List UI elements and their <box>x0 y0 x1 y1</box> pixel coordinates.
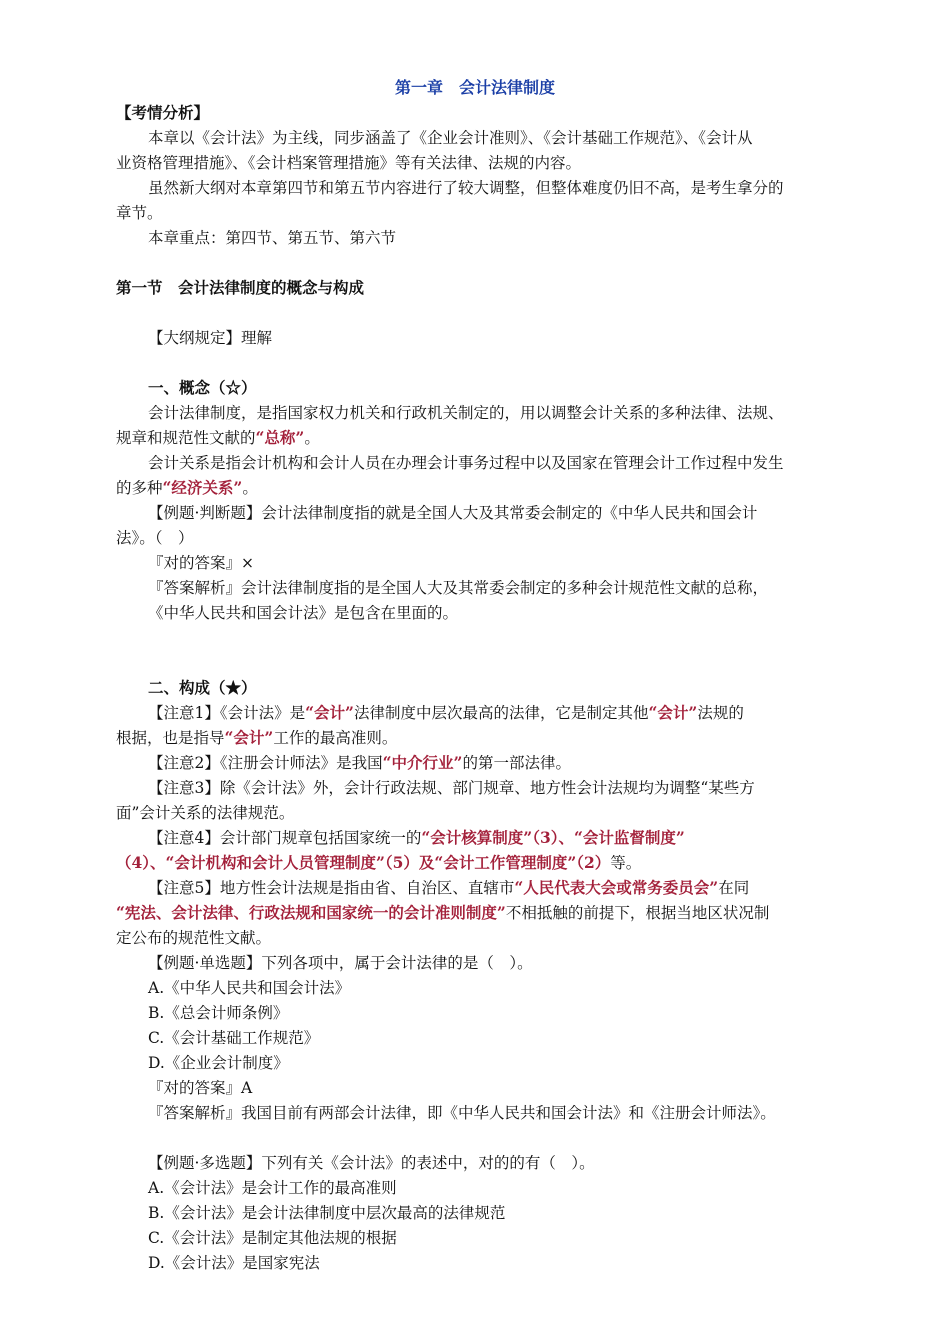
emphasis-text: “人民代表大会或常务委员会” <box>514 878 719 897</box>
note-3: 【注意3】除《会计法》外，会计行政法规、部门规章、地方性会计法规均为调整“某些方 <box>148 779 755 797</box>
emphasis-text: “会计” <box>305 703 354 722</box>
section-title: 第一节 会计法律制度的概念与构成 <box>116 278 365 297</box>
example-3-question: 【例题·多选题】下列有关《会计法》的表述中，对的的有（ ）。 <box>148 1154 595 1172</box>
concept-paragraph-1: 会计法律制度，是指国家权力机关和行政机关制定的，用以调整会计关系的多种法律、法规、 <box>148 404 784 422</box>
emphasis-text: （4）、“会计机构和会计人员管理制度”（5）及“会计工作管理制度”（2） <box>116 853 611 872</box>
emphasis-text: “会计核算制度”（3）、“会计监督制度” <box>421 828 685 847</box>
example-3-option-b: B.《会计法》是会计法律制度中层次最高的法律规范 <box>148 1204 506 1222</box>
note-2: 【注意2】《注册会计师法》是我国“中介行业”的第一部法律。 <box>148 753 571 772</box>
example-2-option-a: A.《中华人民共和国会计法》 <box>148 979 351 997</box>
outline-requirement: 【大纲规定】理解 <box>148 329 273 347</box>
example-1-explanation-cont: 《中华人民共和国会计法》是包含在里面的。 <box>148 604 459 622</box>
example-1-question-cont: 法》。（ ） <box>116 529 194 547</box>
emphasis-text: “经济关系” <box>162 478 243 497</box>
analysis-heading: 【考情分析】 <box>116 103 210 122</box>
example-3-option-c: C.《会计法》是制定其他法规的根据 <box>148 1229 397 1247</box>
structure-heading: 二、构成（★） <box>148 678 257 697</box>
example-2-option-d: D.《企业会计制度》 <box>148 1054 289 1072</box>
emphasis-text: “宪法、会计法律、行政法规和国家统一的会计准则制度” <box>116 903 506 922</box>
note-5-cont: “宪法、会计法律、行政法规和国家统一的会计准则制度”不相抵触的前提下，根据当地区状况制 <box>116 903 770 922</box>
note-1-cont: 根据，也是指导“会计”工作的最高准则。 <box>116 728 398 747</box>
example-2-question: 【例题·单选题】下列各项中，属于会计法律的是（ ）。 <box>148 954 533 972</box>
example-3-option-d: D.《会计法》是国家宪法 <box>148 1254 320 1272</box>
analysis-paragraph-1-cont: 业资格管理措施》、《会计档案管理措施》等有关法律、法规的内容。 <box>116 154 582 172</box>
note-1: 【注意1】《会计法》是“会计”法律制度中层次最高的法律，它是制定其他“会计”法规的 <box>148 703 744 722</box>
emphasis-text: “会计” <box>224 728 274 747</box>
note-4: 【注意4】会计部门规章包括国家统一的“会计核算制度”（3）、“会计监督制度” <box>148 828 685 847</box>
emphasis-text: “中介行业” <box>382 753 463 772</box>
analysis-paragraph-2-cont: 章节。 <box>116 204 163 222</box>
note-4-cont: （4）、“会计机构和会计人员管理制度”（5）及“会计工作管理制度”（2）等。 <box>116 853 642 872</box>
emphasis-text: “总称” <box>255 428 305 447</box>
example-2-option-c: C.《会计基础工作规范》 <box>148 1029 320 1047</box>
example-2-option-b: B.《总会计师条例》 <box>148 1004 289 1022</box>
emphasis-text: “会计” <box>648 703 698 722</box>
analysis-paragraph-2: 虽然新大纲对本章第四节和第五节内容进行了较大调整，但整体难度仍旧不高，是考生拿分的 <box>148 179 784 197</box>
concept-paragraph-1-cont: 规章和规范性文献的“总称”。 <box>116 428 320 447</box>
note-3-cont: 面”会计关系的法律规范。 <box>116 804 295 822</box>
concept-paragraph-2: 会计关系是指会计机构和会计人员在办理会计事务过程中以及国家在管理会计工作过程中发生 <box>148 454 784 472</box>
example-3-option-a: A.《会计法》是会计工作的最高准则 <box>148 1179 397 1197</box>
example-2-explanation: 『答案解析』我国目前有两部会计法律，即《中华人民共和国会计法》和《注册会计师法》。 <box>148 1104 776 1122</box>
concept-heading: 一、概念（☆） <box>148 378 257 397</box>
analysis-paragraph-1: 本章以《会计法》为主线，同步涵盖了《企业会计准则》、《会计基础工作规范》、《会计从 <box>148 129 753 147</box>
analysis-key-sections: 本章重点：第四节、第五节、第六节 <box>148 229 397 247</box>
concept-paragraph-2-cont: 的多种“经济关系”。 <box>116 478 258 497</box>
example-2-answer: 『对的答案』A <box>148 1079 253 1097</box>
note-5: 【注意5】地方性会计法规是指由省、自治区、直辖市“人民代表大会或常务委员会”在同 <box>148 878 750 897</box>
chapter-title: 第一章 会计法律制度 <box>394 78 555 97</box>
note-5-cont-2: 定公布的规范性文献。 <box>116 929 272 947</box>
example-1-answer: 『对的答案』× <box>148 554 254 572</box>
example-1-explanation: 『答案解析』会计法律制度指的是全国人大及其常委会制定的多种会计规范性文献的总称， <box>148 579 769 597</box>
example-1-question: 【例题·判断题】会计法律制度指的就是全国人大及其常委会制定的《中华人民共和国会计 <box>148 504 758 522</box>
